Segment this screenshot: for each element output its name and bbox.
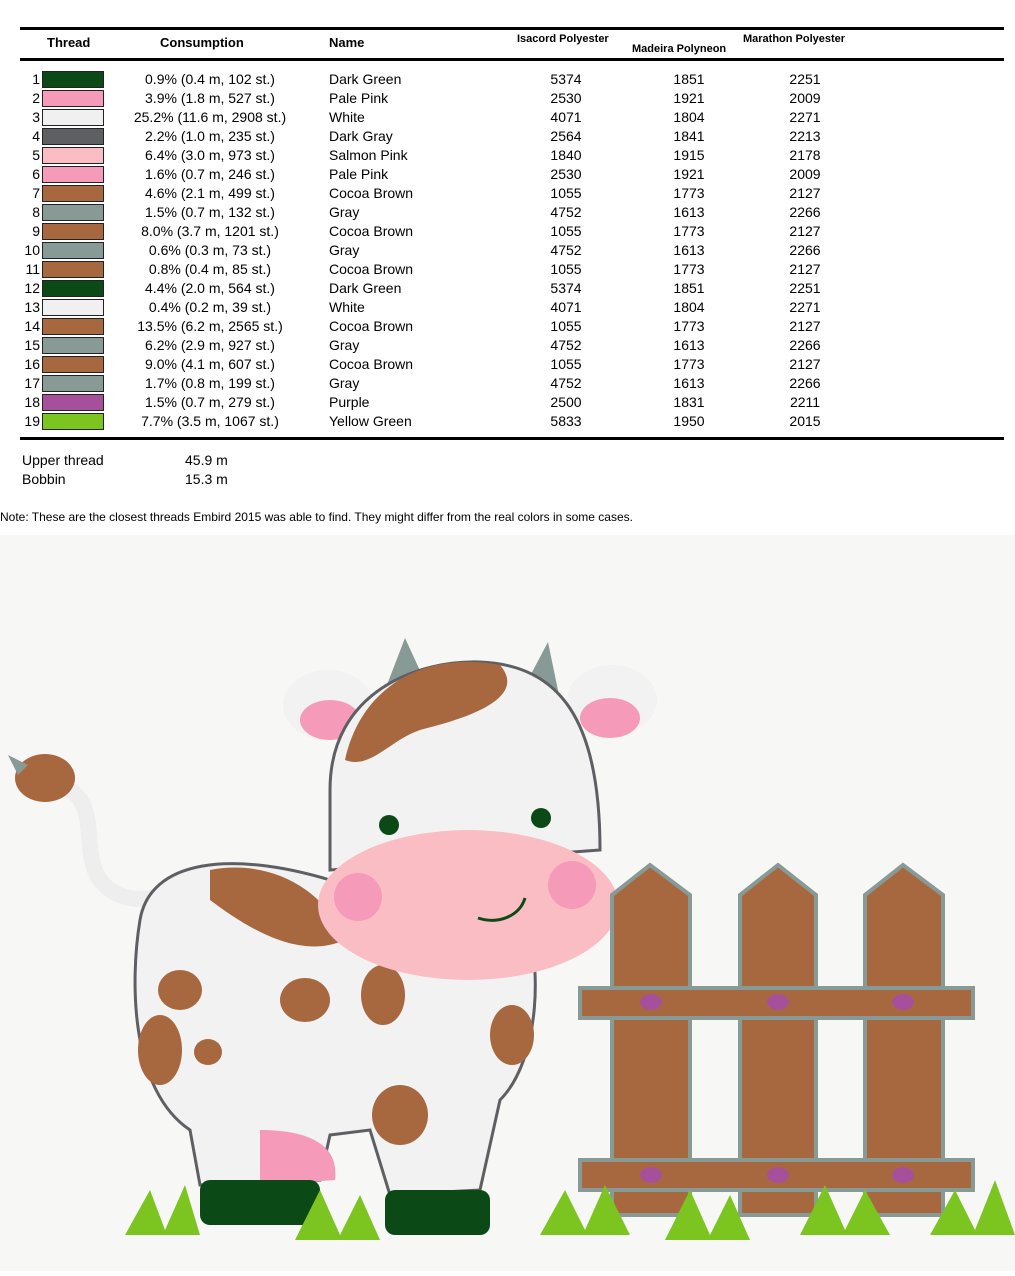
madeira-cell: 1613	[673, 337, 705, 353]
name-cell: White	[329, 109, 365, 125]
table-row	[0, 222, 1015, 241]
marathon-cell: 2178	[789, 147, 821, 163]
table-row	[0, 127, 1015, 146]
madeira-cell: 1613	[673, 204, 705, 220]
name-cell: Cocoa Brown	[329, 223, 414, 239]
thread-number: 9	[32, 223, 40, 239]
isacord-cell: 4071	[550, 299, 582, 315]
name-cell: Gray	[329, 242, 360, 258]
table-row	[0, 89, 1015, 108]
consumption-cell: 0.6% (0.3 m, 73 st.)	[148, 242, 272, 258]
table-row	[0, 203, 1015, 222]
table-row	[0, 336, 1015, 355]
marathon-cell: 2213	[789, 128, 821, 144]
consumption-cell: 2.2% (1.0 m, 235 st.)	[145, 128, 275, 144]
isacord-cell: 1840	[550, 147, 582, 163]
thread-number: 10	[24, 242, 40, 258]
color-swatch	[42, 204, 104, 221]
table-row	[0, 165, 1015, 184]
marathon-cell: 2266	[789, 204, 821, 220]
header-name: Name	[329, 35, 365, 50]
header-rule	[20, 58, 1004, 61]
isacord-cell: 1055	[550, 223, 582, 239]
marathon-cell: 2127	[789, 356, 821, 372]
madeira-cell: 1921	[673, 166, 705, 182]
consumption-cell: 7.7% (3.5 m, 1067 st.)	[141, 413, 279, 429]
table-row	[0, 241, 1015, 260]
embroidery-preview	[0, 535, 1015, 1271]
name-cell: Yellow Green	[329, 413, 412, 429]
color-swatch	[42, 375, 104, 392]
table-row	[0, 260, 1015, 279]
isacord-cell: 4752	[550, 375, 582, 391]
consumption-cell: 0.8% (0.4 m, 85 st.)	[148, 261, 272, 277]
madeira-cell: 1804	[673, 299, 705, 315]
madeira-cell: 1773	[673, 356, 705, 372]
header-madeira: Madeira Polyneon	[632, 43, 727, 55]
header-marathon: Marathon Polyester	[743, 33, 846, 45]
upper-thread-value: 45.9 m	[185, 452, 228, 468]
thread-number: 14	[24, 318, 40, 334]
name-cell: Cocoa Brown	[329, 185, 414, 201]
color-swatch	[42, 128, 104, 145]
consumption-cell: 4.4% (2.0 m, 564 st.)	[145, 280, 275, 296]
thread-number: 13	[24, 299, 40, 315]
thread-number: 5	[32, 147, 40, 163]
thread-number: 2	[32, 90, 40, 106]
note-text: Note: These are the closest threads Embird 2015 was able to find. They might differ from the real colors in some cases.	[0, 510, 633, 524]
marathon-cell: 2251	[789, 280, 821, 296]
madeira-cell: 1841	[673, 128, 705, 144]
table-row	[0, 393, 1015, 412]
consumption-cell: 13.5% (6.2 m, 2565 st.)	[137, 318, 283, 334]
consumption-cell: 0.9% (0.4 m, 102 st.)	[145, 71, 275, 87]
color-swatch	[42, 318, 104, 335]
table-row	[0, 146, 1015, 165]
color-swatch	[42, 71, 104, 88]
consumption-cell: 4.6% (2.1 m, 499 st.)	[145, 185, 275, 201]
color-swatch	[42, 261, 104, 278]
isacord-cell: 5833	[550, 413, 582, 429]
name-cell: Salmon Pink	[329, 147, 408, 163]
name-cell: Gray	[329, 204, 360, 220]
madeira-cell: 1773	[673, 185, 705, 201]
upper-thread-label: Upper thread	[22, 452, 104, 468]
isacord-cell: 5374	[550, 71, 582, 87]
isacord-cell: 2530	[550, 90, 582, 106]
color-swatch	[42, 394, 104, 411]
name-cell: Cocoa Brown	[329, 261, 414, 277]
marathon-cell: 2266	[789, 337, 821, 353]
name-cell: Purple	[329, 394, 370, 410]
marathon-cell: 2266	[789, 375, 821, 391]
name-cell: Cocoa Brown	[329, 318, 414, 334]
table-row	[0, 70, 1015, 89]
name-cell: Dark Green	[329, 280, 402, 296]
consumption-cell: 9.0% (4.1 m, 607 st.)	[145, 356, 275, 372]
name-cell: Cocoa Brown	[329, 356, 414, 372]
isacord-cell: 5374	[550, 280, 582, 296]
color-swatch	[42, 147, 104, 164]
madeira-cell: 1950	[673, 413, 705, 429]
thread-number: 8	[32, 204, 40, 220]
color-swatch	[42, 185, 104, 202]
top-rule	[20, 27, 1004, 30]
consumption-cell: 1.6% (0.7 m, 246 st.)	[145, 166, 275, 182]
table-row	[0, 412, 1015, 431]
marathon-cell: 2015	[789, 413, 821, 429]
madeira-cell: 1831	[673, 394, 705, 410]
name-cell: Dark Gray	[329, 128, 393, 144]
cow-fence-illustration	[0, 535, 1015, 1271]
table-row	[0, 108, 1015, 127]
marathon-cell: 2251	[789, 71, 821, 87]
isacord-cell: 2500	[550, 394, 582, 410]
madeira-cell: 1915	[673, 147, 705, 163]
marathon-cell: 2127	[789, 185, 821, 201]
madeira-cell: 1773	[673, 261, 705, 277]
isacord-cell: 1055	[550, 318, 582, 334]
marathon-cell: 2266	[789, 242, 821, 258]
isacord-cell: 4752	[550, 337, 582, 353]
consumption-cell: 3.9% (1.8 m, 527 st.)	[145, 90, 275, 106]
name-cell: Gray	[329, 375, 360, 391]
marathon-cell: 2009	[789, 166, 821, 182]
bobbin-label: Bobbin	[22, 471, 66, 487]
madeira-cell: 1613	[673, 242, 705, 258]
madeira-cell: 1613	[673, 375, 705, 391]
name-cell: Dark Green	[329, 71, 402, 87]
color-swatch	[42, 166, 104, 183]
color-swatch	[42, 337, 104, 354]
madeira-cell: 1921	[673, 90, 705, 106]
consumption-cell: 0.4% (0.2 m, 39 st.)	[148, 299, 272, 315]
marathon-cell: 2127	[789, 223, 821, 239]
consumption-cell: 8.0% (3.7 m, 1201 st.)	[141, 223, 279, 239]
header-consumption: Consumption	[160, 35, 244, 50]
table-row	[0, 298, 1015, 317]
color-swatch	[42, 90, 104, 107]
consumption-cell: 6.4% (3.0 m, 973 st.)	[145, 147, 275, 163]
table-row	[0, 317, 1015, 336]
color-swatch	[42, 413, 104, 430]
madeira-cell: 1851	[673, 71, 705, 87]
thread-number: 18	[24, 394, 40, 410]
marathon-cell: 2271	[789, 299, 821, 315]
name-cell: Pale Pink	[329, 166, 389, 182]
header-thread: Thread	[47, 35, 91, 50]
isacord-cell: 4752	[550, 242, 582, 258]
thread-number: 7	[32, 185, 40, 201]
thread-number: 12	[24, 280, 40, 296]
isacord-cell: 2564	[550, 128, 582, 144]
thread-number: 1	[32, 71, 40, 87]
isacord-cell: 1055	[550, 185, 582, 201]
header-isacord: Isacord Polyester	[517, 33, 609, 45]
table-row	[0, 279, 1015, 298]
table-row	[0, 184, 1015, 203]
consumption-cell: 1.5% (0.7 m, 279 st.)	[145, 394, 275, 410]
color-swatch	[42, 242, 104, 259]
marathon-cell: 2127	[789, 318, 821, 334]
thread-number: 11	[25, 261, 40, 277]
madeira-cell: 1773	[673, 223, 705, 239]
isacord-cell: 4071	[550, 109, 582, 125]
name-cell: White	[329, 299, 365, 315]
madeira-cell: 1804	[673, 109, 705, 125]
thread-number: 15	[24, 337, 40, 353]
consumption-cell: 1.7% (0.8 m, 199 st.)	[145, 375, 275, 391]
name-cell: Gray	[329, 337, 360, 353]
table-row	[0, 355, 1015, 374]
color-swatch	[42, 280, 104, 297]
bobbin-value: 15.3 m	[185, 471, 228, 487]
madeira-cell: 1851	[673, 280, 705, 296]
madeira-cell: 1773	[673, 318, 705, 334]
thread-number: 6	[32, 166, 40, 182]
table-row	[0, 374, 1015, 393]
thread-number: 19	[24, 413, 40, 429]
consumption-cell: 1.5% (0.7 m, 132 st.)	[145, 204, 275, 220]
isacord-cell: 2530	[550, 166, 582, 182]
consumption-cell: 6.2% (2.9 m, 927 st.)	[145, 337, 275, 353]
thread-number: 17	[24, 375, 40, 391]
marathon-cell: 2127	[789, 261, 821, 277]
thread-number: 16	[24, 356, 40, 372]
isacord-cell: 4752	[550, 204, 582, 220]
thread-number: 4	[32, 128, 40, 144]
color-swatch	[42, 299, 104, 316]
color-swatch	[42, 223, 104, 240]
isacord-cell: 1055	[550, 356, 582, 372]
color-swatch	[42, 109, 104, 126]
marathon-cell: 2009	[789, 90, 821, 106]
color-swatch	[42, 356, 104, 373]
marathon-cell: 2271	[789, 109, 821, 125]
bottom-rule	[20, 437, 1004, 440]
marathon-cell: 2211	[789, 394, 821, 410]
thread-number: 3	[32, 109, 40, 125]
consumption-cell: 25.2% (11.6 m, 2908 st.)	[133, 109, 287, 125]
isacord-cell: 1055	[550, 261, 582, 277]
name-cell: Pale Pink	[329, 90, 389, 106]
